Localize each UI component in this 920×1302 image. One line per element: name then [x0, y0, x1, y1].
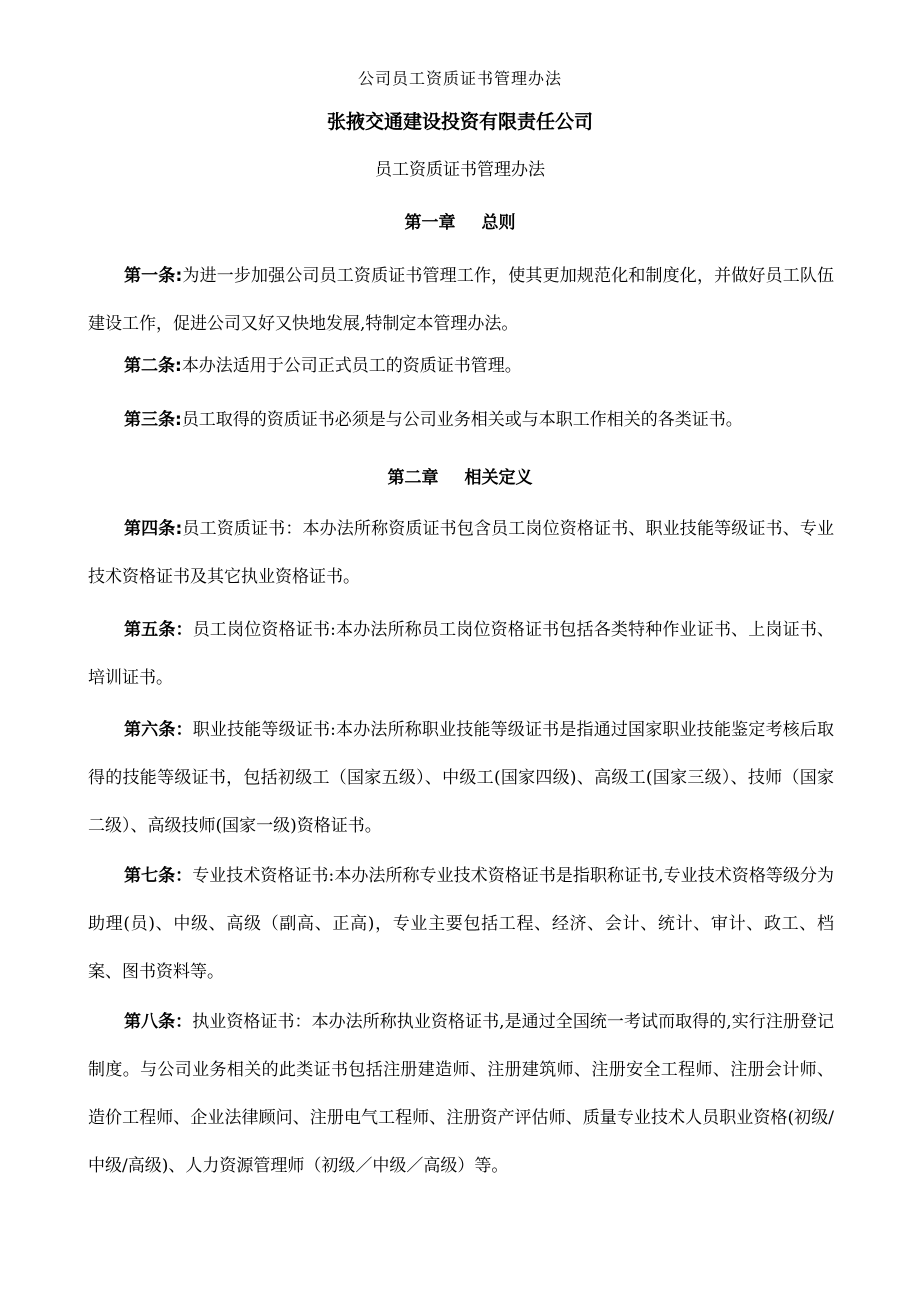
article-label: 第七条：: [124, 866, 193, 886]
article-text: 专业技术资格证书:本办法所称专业技术资格证书是指职称证书,专业技术资格等级分为助理(员)、中级、高级（副高、正高)，专业主要包括工程、经济、会计、统计、审计、政工、档案、图书资料等。: [88, 866, 834, 982]
chapter-name: 总则: [481, 213, 516, 233]
chapter-1-heading: [0, 208, 920, 233]
article-8: [88, 998, 834, 1190]
article-3: [88, 396, 834, 444]
article-label: 第二条:: [124, 356, 182, 376]
company-name: 张掖交通建设投资有限责任公司: [326, 111, 593, 133]
article-text: 员工取得的资质证书必须是与公司业务相关或与本职工作相关的各类证书。: [181, 410, 743, 430]
document-title: 员工资质证书管理办法: [375, 160, 545, 180]
article-text: 执业资格证书：本办法所称执业资格证书,是通过全国统一考试而取得的,实行注册登记制度。与公司业务相关的此类证书包括注册建造师、注册建筑师、注册安全工程师、注册会计师、造价工程师、企业法律顾问、注册电气工程师、注册资产评估师、质量专业技术人员职业资格(初级/中级/高级)、人力资源管理师（初级／中级／高级）等。: [88, 1012, 835, 1176]
article-text: 员工资质证书：本办法所称资质证书包含员工岗位资格证书、职业技能等级证书、专业技术资格证书及其它执业资格证书。: [88, 519, 834, 587]
article-text: 职业技能等级证书:本办法所称职业技能等级证书是指通过国家职业技能鉴定考核后取得的技能等级证书，包括初级工（国家五级）、中级工(国家四级)、高级工(国家三级）、技师（国家二级）、高级技师(国家一级)资格证书。: [88, 720, 835, 836]
chapter-2-heading: [0, 463, 920, 488]
article-label: 第一条:: [124, 266, 183, 286]
article-4: [88, 505, 834, 601]
article-6: [88, 706, 834, 850]
article-5: [88, 606, 834, 702]
chapter-number: 第一章: [404, 213, 456, 233]
article-label: 第三条:: [124, 410, 182, 430]
article-label: 第四条:: [124, 519, 183, 539]
article-1: [88, 252, 834, 348]
article-label: 第八条：: [124, 1012, 193, 1032]
article-label: 第五条：: [124, 620, 193, 640]
header-title: 公司员工资质证书管理办法: [357, 69, 562, 88]
chapter-name: 相关定义: [464, 468, 533, 488]
article-label: 第六条：: [124, 720, 193, 740]
article-text: 为进一步加强公司员工资质证书管理工作，使其更加规范化和制度化，并做好员工队伍建设工作，促进公司又好又快地发展,特制定本管理办法。: [88, 266, 834, 334]
article-7: [88, 852, 834, 996]
article-text: 员工岗位资格证书:本办法所称员工岗位资格证书包括各类特种作业证书、上岗证书、培训证书。: [88, 620, 835, 688]
article-2: [88, 342, 834, 390]
chapter-number: 第二章: [387, 468, 439, 488]
article-text: 本办法适用于公司正式员工的资质证书管理。: [181, 356, 522, 376]
